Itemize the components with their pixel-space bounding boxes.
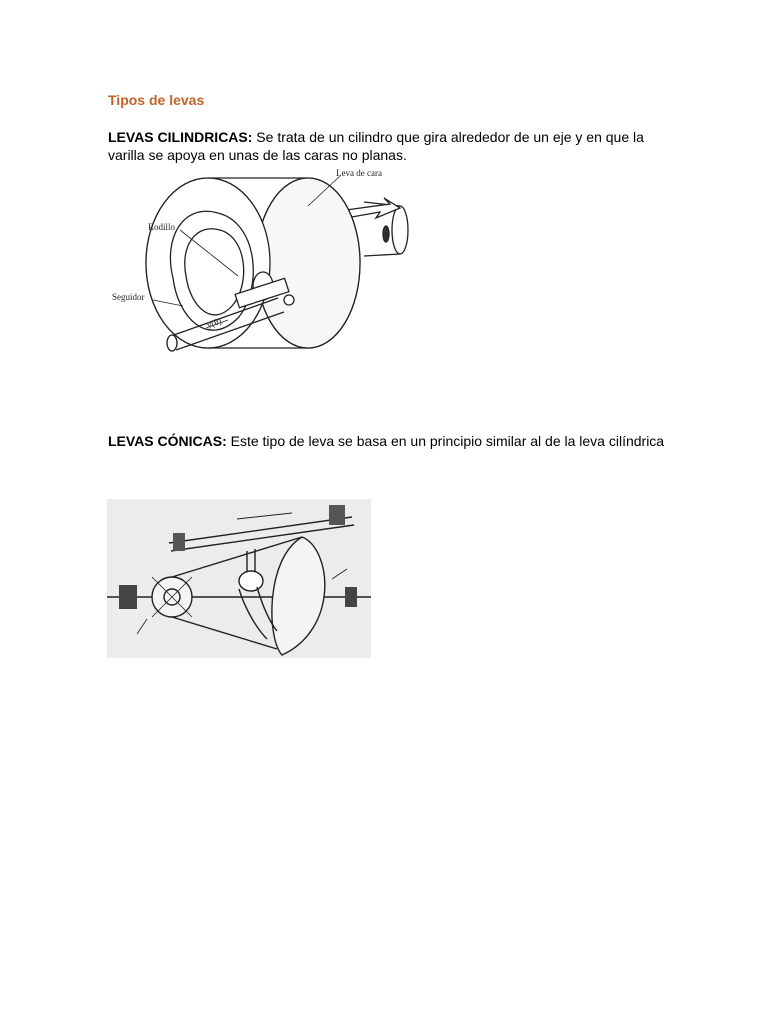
label-angle: θ: [385, 230, 390, 240]
section-title: Tipos de levas: [108, 92, 205, 108]
cylindrical-cams-paragraph: [108, 128, 668, 164]
conical-cam-figure: [107, 499, 371, 658]
cylindrical-cam-figure: [108, 168, 413, 363]
label-displacement: y(θ): [205, 315, 223, 330]
conical-cams-term: LEVAS CÓNICAS:: [108, 433, 227, 449]
conical-cams-description: Este tipo de leva se basa en un principio similar al de la leva cilíndrica: [226, 433, 665, 449]
label-follower: Seguidor: [112, 292, 145, 302]
cylindrical-cams-term: LEVAS CILINDRICAS:: [108, 129, 253, 145]
cylindrical-cams-description: Se trata de un cilindro que gira alrededor de un eje y en que la varilla se apoya en unas de las caras no planas.: [108, 129, 644, 163]
label-cam: Leva de cara: [336, 168, 382, 178]
conical-cams-paragraph: [108, 432, 668, 450]
label-roller: Rodillo: [148, 222, 176, 232]
